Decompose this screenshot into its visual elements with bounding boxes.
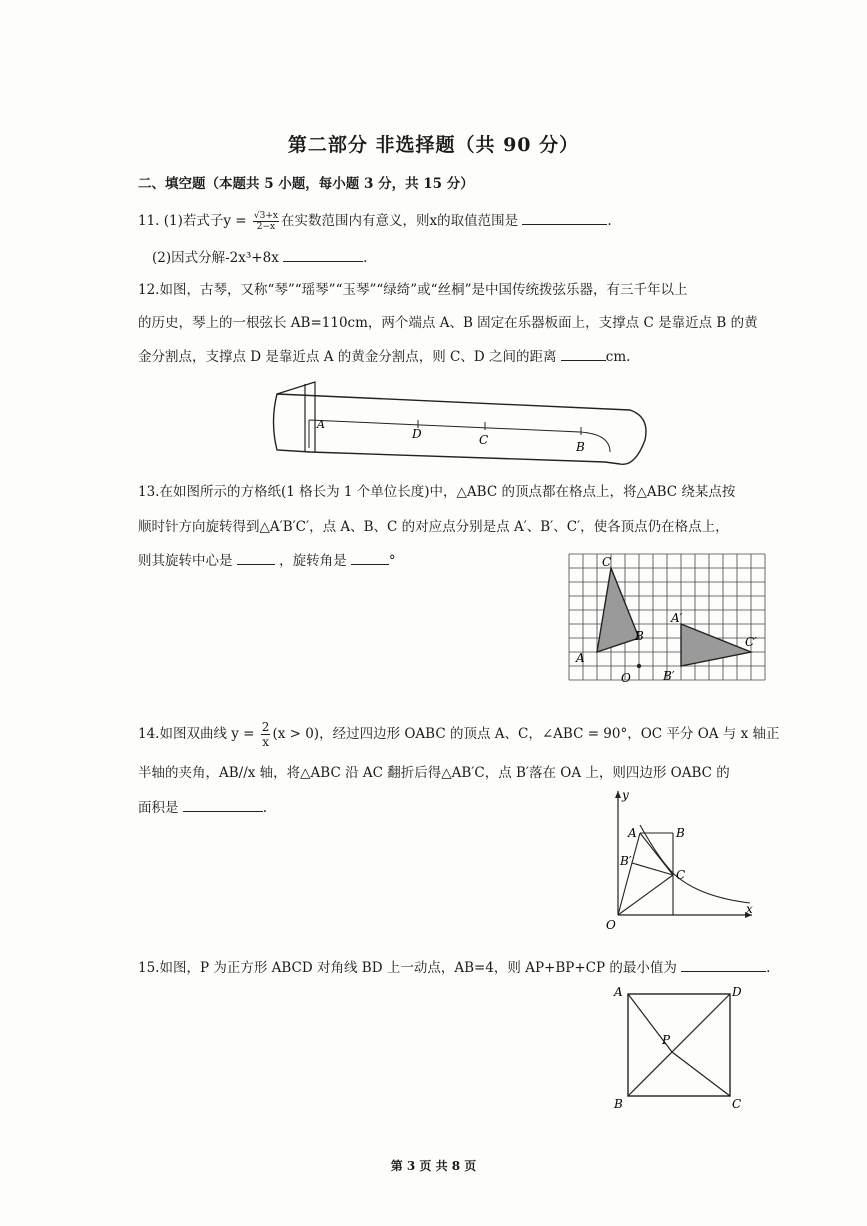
q14-hyperbola-figure	[600, 785, 760, 935]
q14-fraction	[261, 720, 271, 749]
q15-square-figure	[608, 982, 748, 1114]
q14-frac-den: x	[262, 735, 269, 749]
q13-line3	[138, 550, 396, 571]
q11-part2	[152, 247, 367, 268]
q15-label-b: B	[614, 1097, 623, 1111]
guqin-figure	[265, 372, 665, 472]
q12-end: cm.	[605, 349, 631, 365]
q12-line2: 的历史，琴上的一根弦长 AB=110cm，两个端点 A、B 固定在乐器板面上，支撑点 C 是靠近点 B 的黄	[138, 315, 758, 331]
q13-label-a-prime: A′	[671, 611, 683, 625]
q11-end-1: .	[607, 213, 612, 229]
q14-suffix: (x > 0)，经过四边形 OABC 的顶点 A、C，∠ABC = 90°，OC 平分 OA 与 x 轴正	[272, 726, 780, 742]
q13-line3a: 则其旋转中心是	[138, 553, 233, 569]
q15-line1	[138, 957, 770, 978]
q15-text: 15.如图，P 为正方形 ABCD 对角线 BD 上一动点，AB=4，则 AP+BP+CP 的最小值为	[138, 960, 677, 976]
q13-line2: 顺时针方向旋转得到△A′B′C′，点 A、B、C 的对应点分别是点 A′、B′、C′，使各顶点仍在格点上，	[138, 519, 729, 535]
q15-label-a: A	[614, 985, 623, 999]
q12-label-d: D	[412, 427, 422, 441]
q15-label-c: C	[732, 1097, 742, 1111]
q11-answer-blank-1[interactable]	[522, 210, 607, 225]
q14-label-b: B	[676, 826, 685, 840]
q13-label-b-prime: B′	[663, 669, 675, 683]
q15-label-d: D	[732, 985, 742, 999]
q14-label-o: O	[606, 918, 616, 932]
section-heading: 二、填空题（本题共 5 小题，每小题 3 分，共 15 分）	[138, 176, 474, 192]
q12-label-c: C	[479, 433, 489, 447]
q15-answer-blank[interactable]	[681, 957, 766, 972]
q11-part1	[138, 210, 612, 232]
q12-answer-blank[interactable]	[561, 346, 606, 361]
page-title: 第二部分 非选择题（共 90 分）	[287, 134, 580, 156]
page-footer: 第 3 页 共 8 页	[390, 1159, 477, 1173]
q13-grid-figure	[565, 550, 769, 692]
q15-label-p: P	[662, 1033, 671, 1047]
q14-label-b-prime: B′	[620, 854, 632, 868]
q13-line3c: °	[388, 553, 396, 569]
q13-label-c: C	[602, 555, 612, 569]
q13-answer-blank-2[interactable]	[351, 550, 389, 565]
q14-label-x: x	[746, 902, 753, 916]
q14-answer-blank[interactable]	[183, 797, 263, 812]
q11-frac-den: 2−x	[256, 222, 276, 232]
q12-label-a: A	[317, 418, 325, 431]
q13-label-o: O	[621, 671, 631, 685]
q14-end: .	[262, 800, 268, 816]
q14-label-c: C	[676, 868, 686, 882]
q12-line3	[138, 346, 630, 367]
q13-label-c-prime: C′	[745, 635, 757, 649]
q11-end-2: .	[363, 250, 368, 266]
q11-suffix: 在实数范围内有意义，则x的取值范围是	[281, 213, 519, 229]
q11-part2-text: (2)因式分解-2x³+8x	[152, 250, 279, 266]
q14-line3	[138, 797, 267, 818]
q13-answer-blank-1[interactable]	[237, 550, 275, 565]
q14-line3-text: 面积是	[138, 800, 179, 816]
q13-line3b: ，旋转角是	[279, 553, 347, 569]
q14-line2: 半轴的夹角，AB//x 轴，将△ABC 沿 AC 翻折后得△AB′C，点 B′落在 OA 上，则四边形 OABC 的	[138, 765, 730, 781]
q14-prefix: 14.如图双曲线 y =	[138, 726, 255, 742]
q12-line1: 12.如图，古琴，又称“琴”“瑶琴”“玉琴”“绿绮”或“丝桐”是中国传统拨弦乐器，有三千年以上	[138, 282, 688, 298]
q14-line1	[138, 720, 780, 749]
q11-prefix: 11. (1)若式子y =	[138, 213, 247, 229]
q13-line1: 13.在如图所示的方格纸(1 格长为 1 个单位长度)中，△ABC 的顶点都在格点上，将△ABC 绕某点按	[138, 484, 736, 500]
q12-label-b: B	[576, 440, 585, 454]
q11-frac-num: √3+x	[253, 211, 278, 221]
q12-line3-text: 金分割点，支撑点 D 是靠近点 A 的黄金分割点，则 C、D 之间的距离	[138, 349, 557, 365]
q14-label-a: A	[628, 826, 637, 840]
q14-label-y: y	[622, 788, 629, 802]
q15-end: .	[766, 960, 771, 976]
q11-answer-blank-2[interactable]	[283, 247, 363, 262]
q13-label-b: B	[635, 629, 644, 643]
q11-fraction	[253, 211, 279, 232]
q13-label-a: A	[576, 651, 585, 665]
q14-frac-num: 2	[261, 720, 270, 734]
